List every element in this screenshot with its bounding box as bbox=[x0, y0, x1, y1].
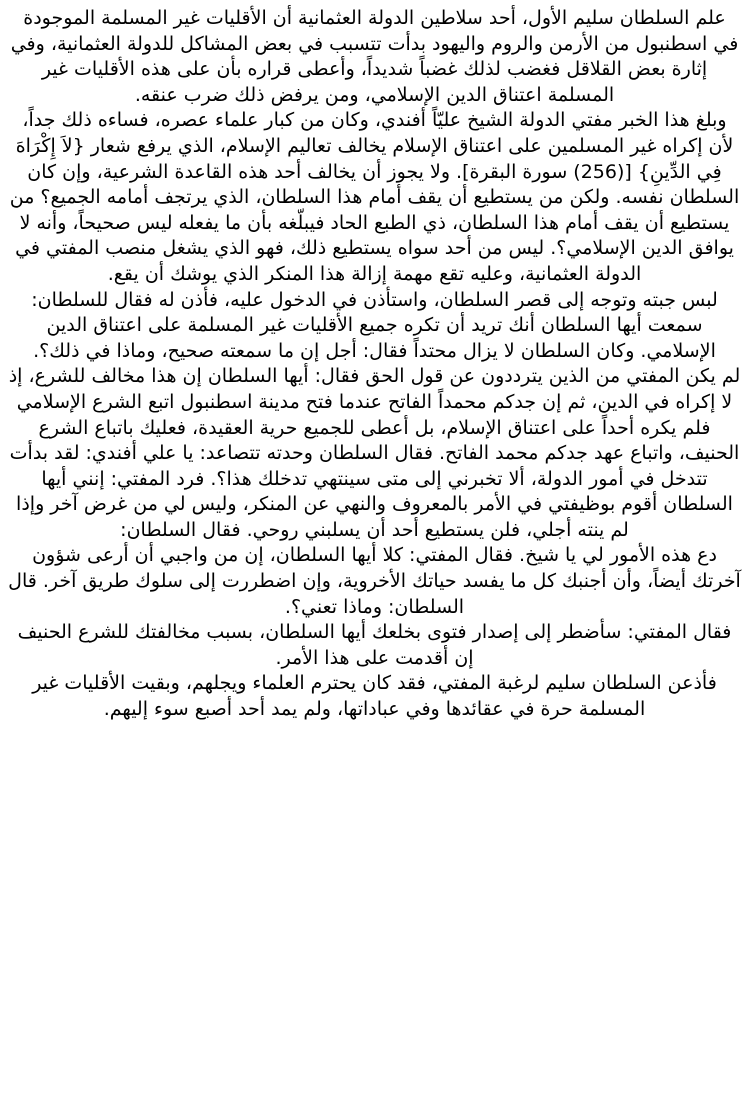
paragraph-audience: لبس جبته وتوجه إلى قصر السلطان، واستأذن في الدخول عليه، فأذن له فقال للسلطان: سمعت أيها السلطان أنك تريد أن تكره جميع الأقليات غير المسلمة على اعتناق الدين الإسلامي. وكان السلطان لا يزال محتداً فقال: أجل إن ما سمعته صحيح، وماذا في ذلك؟. bbox=[31, 288, 718, 362]
paragraph-fatwa-warning: فقال المفتي: سأضطر إلى إصدار فتوى بخلعك أيها السلطان، بسبب مخالفتك للشرع الحنيف إن أقدمت على هذا الأمر. bbox=[17, 621, 732, 669]
paragraph-mufti-concern: وبلغ هذا الخبر مفتي الدولة الشيخ عليّاً أفندي، وكان من كبار علماء عصره، فساءه ذلك جداً، لأن إكراه غير المسلمين على اعتناق الإسلام يخالف تعاليم الإسلام، الذي يرفع شعار {لاَ إِكْرَاهَ فِي الدِّينِ} [(256) سورة البقرة]. ولا يجوز أن يخالف أحد هذه القاعدة الشرعية، وإن كان السلطان نفسه. ولكن من يستطيع أن يقف أمام هذا السلطان، الذي يرتجف أمامه الجميع؟ من يستطيع أن يقف أمام هذا السلطان، ذي الطبع الحاد فيبلّغه بأن ما يفعله ليس صحيحاً، وأنه لا يوافق الدين الإسلامي؟. ليس من أحد سواه يستطيع ذلك، فهو الذي يشغل منصب المفتي في الدولة العثمانية، وعليه تقع مهمة إزالة هذا المنكر الذي يوشك أن يقع. bbox=[9, 109, 740, 285]
paragraph-duty: دع هذه الأمور لي يا شيخ. فقال المفتي: كلا أيها السلطان، إن من واجبي أن أرعى شؤون آخرتك أيضاً، وأن أجنبك كل ما يفسد حياتك الأخروية، وإن اضطررت إلى سلوك طريق آخر. قال السلطان: وماذا تعني؟. bbox=[8, 544, 741, 618]
paragraph-decree: علم السلطان سليم الأول، أحد سلاطين الدولة العثمانية أن الأقليات غير المسلمة الموجودة في اسطنبول من الأرمن والروم واليهود بدأت تتسبب في بعض المشاكل للدولة العثمانية، وفي إثارة بعض القلاقل فغضب لذلك غضباً شديداً، وأعطى قراره بأن على هذه الأقليات غير المسلمة اعتناق الدين الإسلامي، ومن يرفض ذلك ضرب عنقه. bbox=[10, 7, 739, 106]
paragraph-outcome: فأذعن السلطان سليم لرغبة المفتي، فقد كان يحترم العلماء ويجلهم، وبقيت الأقليات غير المسلمة حرة في عقائدها وفي عباداتها، ولم يمد أحد أصبع سوء إليهم. bbox=[32, 672, 717, 721]
paragraph-argument: لم يكن المفتي من الذين يترددون عن قول الحق فقال: أيها السلطان إن هذا مخالف للشرع، إذ لا إكراه في الدين، ثم إن جدكم محمداً الفاتح عندما فتح مدينة اسطنبول اتبع الشرع الإسلامي فلم يكره أحداً على اعتناق الإسلام، بل أعطى للجميع حرية العقيدة، فعليك باتباع الشرع الحنيف، واتباع عهد جدكم محمد الفاتح. فقال السلطان وحدته تتصاعد: يا علي أفندي: لقد بدأت تتدخل في أمور الدولة، ألا تخبرني إلى متى سينتهي تدخلك هذا؟. فرد المفتي: إنني أيها السلطان أقوم بوظيفتي في الأمر بالمعروف والنهي عن المنكر، وليس لي من غرض آخر وإذا لم ينته أجلي، فلن يستطيع أحد أن يسلبني روحي. فقال السلطان: bbox=[8, 365, 741, 541]
